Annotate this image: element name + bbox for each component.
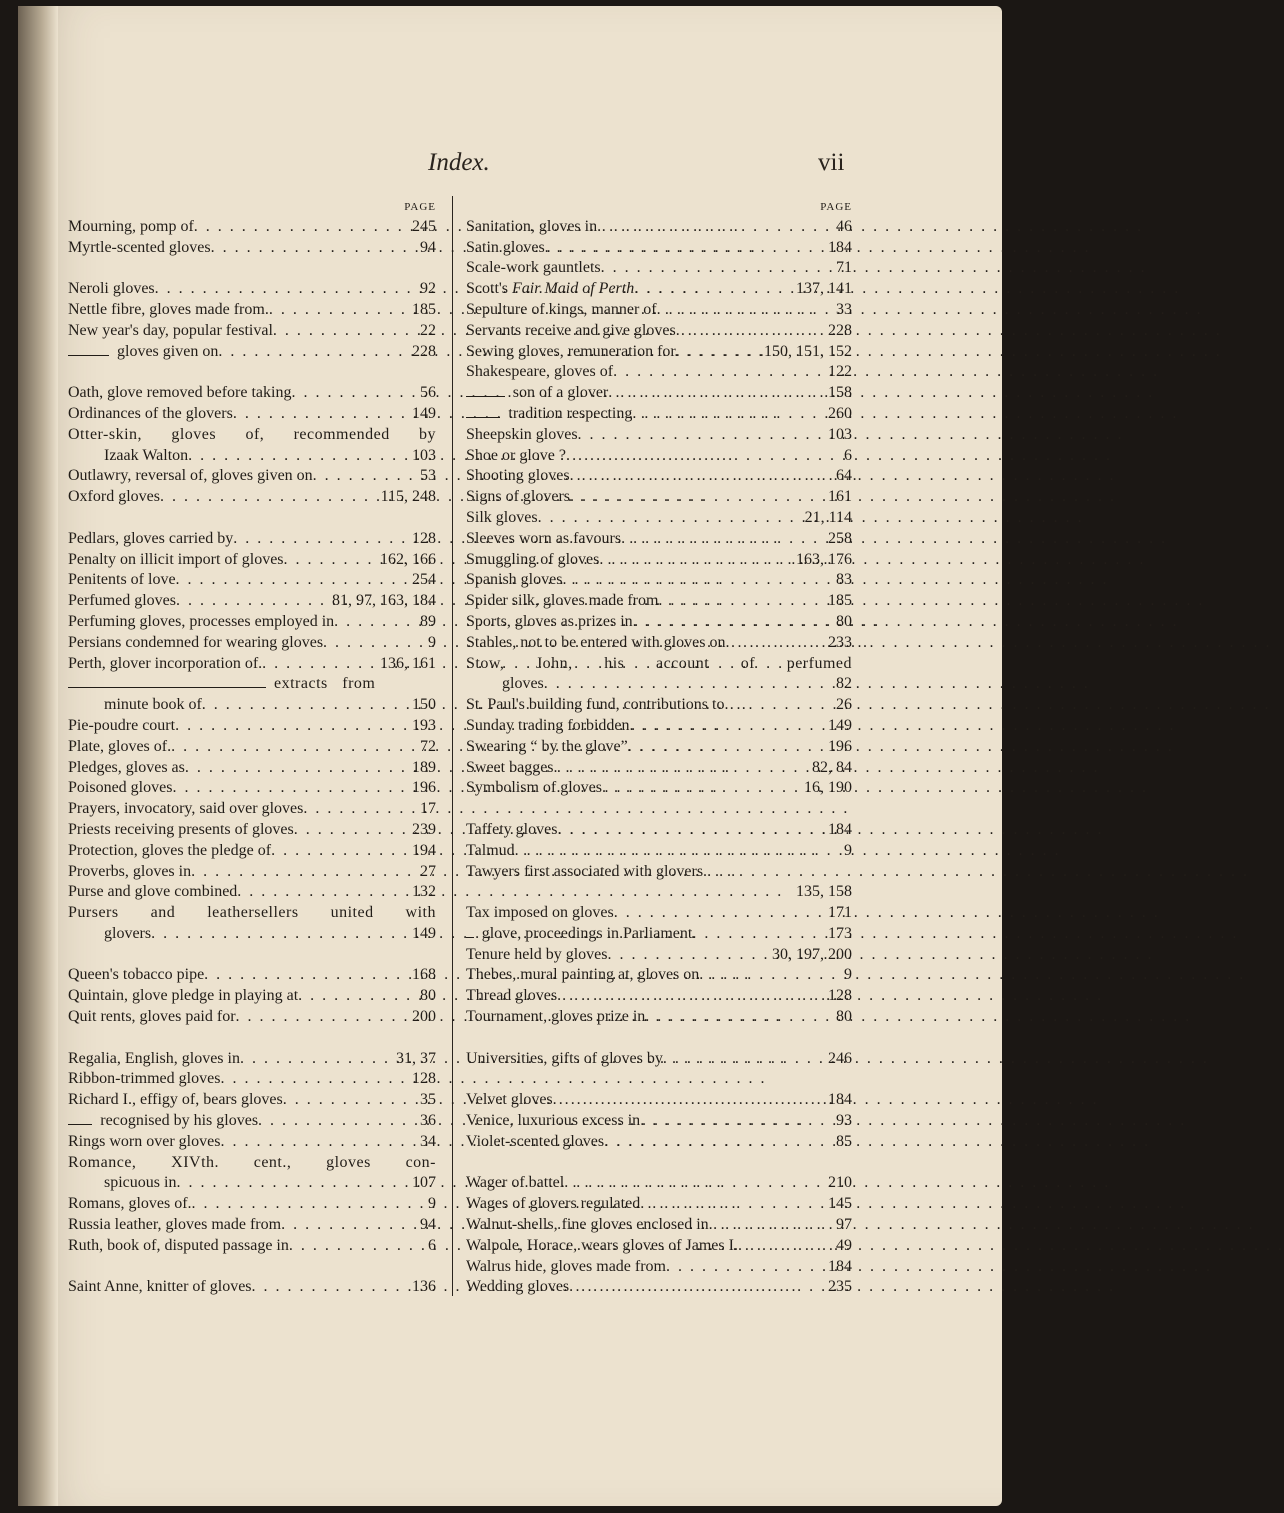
index-column-left xyxy=(68,196,436,1298)
index-entry: Romance, XIVth. cent., gloves con- xyxy=(68,1153,436,1171)
index-entry: Sunday trading forbidden . . . 149 xyxy=(466,716,852,737)
index-subentry: gloves given on . . . 228 xyxy=(68,342,436,363)
index-entry: Ruth, book of, disputed passage in . . . 6 xyxy=(68,1236,436,1257)
index-entry: Thread gloves . . . 128 xyxy=(466,986,852,1007)
index-entry: Myrtle-scented gloves . . . 94 xyxy=(68,238,436,259)
index-entry: Swearing “ by the glove” . . . 196 xyxy=(466,737,852,758)
index-entry: Tenure held by gloves . . . 30, 197, 200 xyxy=(466,945,852,966)
index-entry: Regalia, English, gloves in . . . 31, 37 xyxy=(68,1049,436,1070)
index-entry: Neroli gloves . . . 92 xyxy=(68,279,436,300)
index-entry-continuation: glovers . . . 149 xyxy=(68,924,436,945)
index-entry: Shooting gloves . . . 64 xyxy=(466,466,852,487)
index-entry: Walpole, Horace, wears gloves of James I. . . . 49 xyxy=(466,1236,852,1257)
index-entry: New year's day, popular festival . . . 22 xyxy=(68,321,436,342)
index-entry: Pursers and leathersellers united with xyxy=(68,904,436,922)
index-entry: Universities, gifts of gloves by . . . 246 xyxy=(466,1049,852,1070)
index-entry: Tawyers first associated with glovers . . . xyxy=(466,862,852,883)
index-entry: Romans, gloves of. . . . 9 xyxy=(68,1194,436,1215)
index-entry: Satin gloves . . . 184 xyxy=(466,238,852,259)
index-entry: Outlawry, reversal of, gloves given on . . . 53 xyxy=(68,466,436,487)
index-entry: Stow, John, his account of perfumed xyxy=(466,654,852,672)
index-entry: Plate, gloves of. . . . 72 xyxy=(68,737,436,758)
index-entry: Smuggling of gloves . . . 163, 176 xyxy=(466,550,852,571)
ditto-rule xyxy=(68,687,266,688)
ditto-rule xyxy=(466,396,505,397)
index-entry: Walnut-shells, fine gloves enclosed in . . . 97 xyxy=(466,1215,852,1236)
index-entry: Thebes, mural painting at, gloves on . . . 9 xyxy=(466,965,852,986)
index-entry: Wedding gloves . . . 235 xyxy=(466,1277,852,1298)
index-entry: Oath, glove removed before taking . . . 56 xyxy=(68,383,436,404)
index-subentry: son of a glover . . . 158 xyxy=(466,383,852,404)
index-entry: Prayers, invocatory, said over gloves . . . 17 xyxy=(68,799,436,820)
index-entry: Saint Anne, knitter of gloves . . . 136 xyxy=(68,1277,436,1298)
page-number: vii xyxy=(818,149,845,176)
index-entry-continuation: minute book of . . . 150 xyxy=(68,695,436,716)
index-entry: Ordinances of the glovers . . . 149 xyxy=(68,404,436,425)
index-entry: Symbolism of gloves . . . 16, 190 xyxy=(466,778,852,799)
index-entry-continuation: gloves . . . 82 xyxy=(466,674,852,695)
index-entry: Talmud . . . 9 xyxy=(466,841,852,862)
index-entry-continuation: Izaak Walton . . . 103 xyxy=(68,446,436,467)
index-entry: Sweet bagges . . . 82, 84 xyxy=(466,758,852,779)
page-column-label: PAGE xyxy=(820,201,852,213)
index-entry: Wager of battel . . . 210 xyxy=(466,1173,852,1194)
index-entry: Tax imposed on gloves . . . 171 xyxy=(466,903,852,924)
ditto-rule xyxy=(68,1124,92,1125)
index-entry: Penalty on illicit import of gloves . . . 162, 166 xyxy=(68,550,436,571)
index-entry: Protection, gloves the pledge of . . . 194 xyxy=(68,841,436,862)
index-entry-continuation: 135, 158 xyxy=(796,883,852,901)
index-entry: Taffety gloves . . . 184 xyxy=(466,820,852,841)
running-head-title: Index. xyxy=(428,149,490,176)
index-entry: Violet-scented gloves . . . 85 xyxy=(466,1132,852,1153)
index-entry: Sleeves worn as favours . . . 258 xyxy=(466,529,852,550)
index-entry: Sepulture of kings, manner of . . . 33 xyxy=(466,300,852,321)
index-entry: Priests receiving presents of gloves . . . 239 xyxy=(68,820,436,841)
index-entry: Quit rents, gloves paid for . . . 200 xyxy=(68,1007,436,1028)
index-entry: Scott's Fair Maid of Perth . . . 137, 141 xyxy=(466,279,852,300)
index-entry: Sewing gloves, remuneration for . . . 150, 151, 152 xyxy=(466,342,852,363)
index-entry: Perth, glover incorporation of. . . . 136, 161 xyxy=(68,654,436,675)
page-spine-shadow xyxy=(18,6,58,1506)
index-entry: St. Paul's building fund, contributions to . . . 26 xyxy=(466,695,852,716)
index-entry: Sports, gloves as prizes in . . . 80 xyxy=(466,612,852,633)
index-subentry: tradition respecting . . . 260 xyxy=(466,404,852,425)
index-entry: Scale-work gauntlets . . . 71 xyxy=(466,258,852,279)
index-entry: Pedlars, gloves carried by . . . 128 xyxy=(68,529,436,550)
index-entry: Signs of glovers . . . 161 xyxy=(466,487,852,508)
index-entry: Sheepskin gloves . . . 103 xyxy=(466,425,852,446)
ditto-rule xyxy=(68,355,109,356)
ditto-rule xyxy=(466,937,474,938)
index-entry: Spider silk, gloves made from . . . 185 xyxy=(466,591,852,612)
index-entry: Venice, luxurious excess in . . . 93 xyxy=(466,1111,852,1132)
index-entry: Queen's tobacco pipe . . . 168 xyxy=(68,965,436,986)
index-entry: Quintain, glove pledge in playing at . . . 80 xyxy=(68,986,436,1007)
book-title-italic: Fair Maid of Perth xyxy=(512,280,635,298)
index-entry: Oxford gloves . . . 115, 248 xyxy=(68,487,436,508)
index-entry: Perfumed gloves . . . 81, 97, 163, 184 xyxy=(68,591,436,612)
index-entry: Spanish gloves . . . 83 xyxy=(466,570,852,591)
index-entry: Mourning, pomp of . . . 245 xyxy=(68,217,436,238)
index-entry: Pledges, gloves as . . . 189 xyxy=(68,758,436,779)
index-entry-continuation: spicuous in . . . 107 xyxy=(68,1173,436,1194)
page-column-label: PAGE xyxy=(404,201,436,213)
index-entry: Tournament, gloves prize in . . . 80 xyxy=(466,1007,852,1028)
index-entry: Stables, not to be entered with gloves on . . . 233 xyxy=(466,633,852,654)
index-entry: Persians condemned for wearing gloves . . . 9 xyxy=(68,633,436,654)
index-entry: Richard I., effigy of, bears gloves . . . 35 xyxy=(68,1090,436,1111)
index-entry: Ribbon-trimmed gloves . . . 128 xyxy=(68,1069,436,1090)
index-entry: Velvet gloves . . . 184 xyxy=(466,1090,852,1111)
ditto-rule xyxy=(466,417,500,418)
index-entry: Pie-poudre court . . . 193 xyxy=(68,716,436,737)
index-entry: Silk gloves . . . 21, 114 xyxy=(466,508,852,529)
index-entry: Otter-skin, gloves of, recommended by xyxy=(68,425,436,443)
index-entry: Walrus hide, gloves made from . . . 184 xyxy=(466,1257,852,1278)
index-entry: Purse and glove combined . . . 132 xyxy=(68,882,436,903)
index-entry: Perfuming gloves, processes employed in . . . 89 xyxy=(68,612,436,633)
index-entry: Wages of glovers regulated . . . 145 xyxy=(466,1194,852,1215)
index-entry: Shakespeare, gloves of . . . 122 xyxy=(466,362,852,383)
index-entry: Shoe or glove ? . . . 6 xyxy=(466,446,852,467)
index-entry: Russia leather, gloves made from . . . 94 xyxy=(68,1215,436,1236)
index-subentry: recognised by his gloves . . . 36 xyxy=(68,1111,436,1132)
index-entry: Servants receive and give gloves . . . 228 xyxy=(466,321,852,342)
index-entry: Penitents of love . . . 254 xyxy=(68,570,436,591)
index-entry: Rings worn over gloves . . . 34 xyxy=(68,1132,436,1153)
index-subentry: extracts from xyxy=(68,674,436,695)
index-entry: Poisoned gloves . . . 196 xyxy=(68,778,436,799)
index-entry: Nettle fibre, gloves made from. . . . 185 xyxy=(68,300,436,321)
index-subentry: glove, proceedings in Parliament . . . 173 xyxy=(466,924,852,945)
index-column-right xyxy=(466,196,852,1298)
index-entry: Proverbs, gloves in . . . 27 xyxy=(68,862,436,883)
index-entry: Sanitation, gloves in . . . 46 xyxy=(466,217,852,238)
